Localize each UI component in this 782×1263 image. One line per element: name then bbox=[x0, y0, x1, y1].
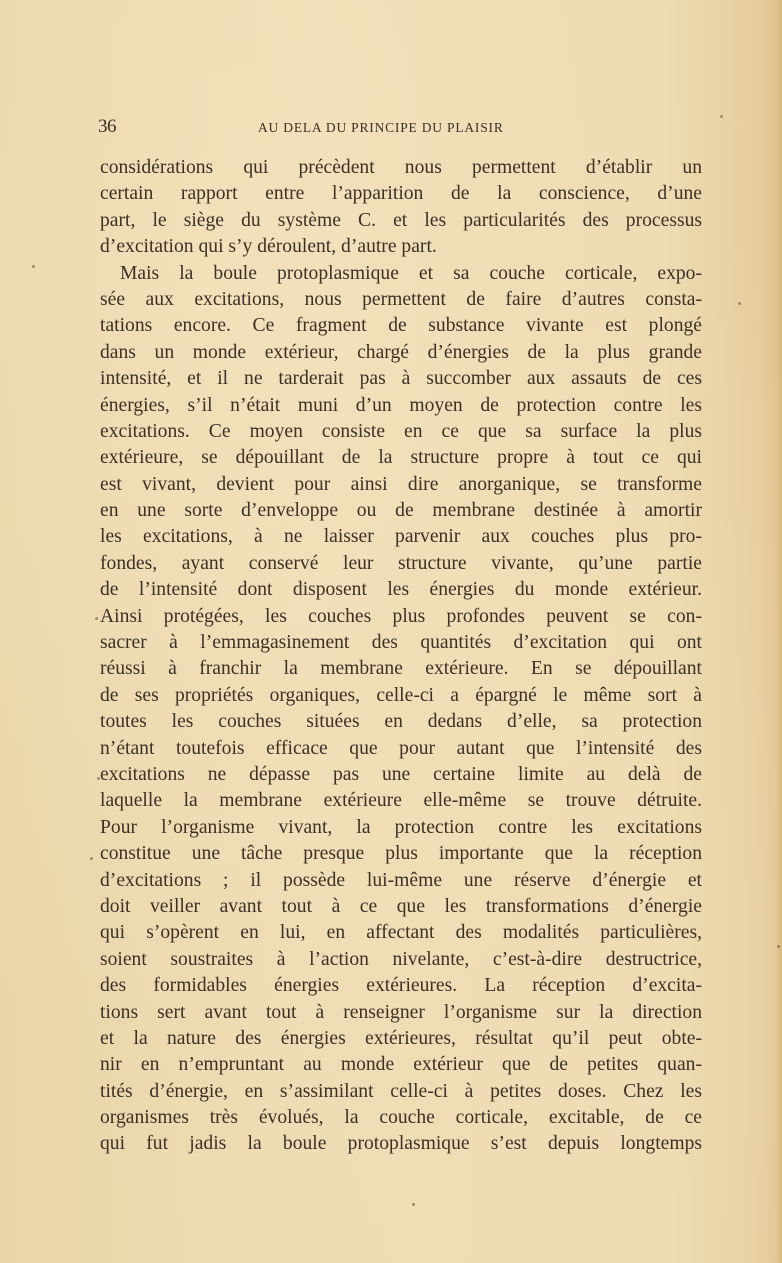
text-line: réussi à franchir la membrane extérieure. En se dépouillant bbox=[100, 658, 702, 680]
running-head bbox=[98, 116, 702, 138]
text-line: organismes très évolués, la couche corticale, excitable, de ce bbox=[100, 1107, 702, 1129]
text-line: toutes les couches situées en dedans d’elle, sa protection bbox=[100, 711, 702, 733]
text-line: excitations. Ce moyen consiste en ce que sa surface la plus bbox=[100, 420, 702, 442]
text-line: Mais la boule protoplasmique et sa couche corticale, expo- bbox=[120, 262, 702, 284]
text-line: en une sorte d’enveloppe ou de membrane destinée à amortir bbox=[100, 500, 702, 522]
text-line: tations encore. Ce fragment de substance vivante est plongé bbox=[100, 315, 702, 337]
paper-speck bbox=[412, 1203, 415, 1206]
paper-speck bbox=[90, 857, 93, 860]
body-text bbox=[100, 155, 702, 1158]
text-line: laquelle la membrane extérieure elle-même se trouve détruite. bbox=[100, 790, 702, 812]
text-line: soient soustraites à l’action nivelante, c’est-à-dire destructrice, bbox=[100, 948, 702, 970]
text-line: d’excitations ; il possède lui-même une réserve d’énergie et bbox=[100, 869, 702, 891]
text-line: tions sert avant tout à renseigner l’organisme sur la direction bbox=[100, 1001, 702, 1023]
text-line: Ainsi protégées, les couches plus profondes peuvent se con- bbox=[100, 605, 702, 627]
text-line: constitue une tâche presque plus importante que la réception bbox=[100, 843, 702, 865]
paragraph bbox=[100, 155, 702, 261]
text-line: dans un monde extérieur, chargé d’énergies de la plus grande bbox=[100, 341, 702, 363]
text-line: qui fut jadis la boule protoplasmique s’est depuis longtemps bbox=[100, 1133, 702, 1155]
page-edge-shadow bbox=[776, 0, 782, 1263]
text-line: intensité, et il ne tarderait pas à succomber aux assauts de ces bbox=[100, 368, 702, 390]
text-line: les excitations, à ne laisser parvenir aux couches plus pro- bbox=[100, 526, 702, 548]
paper-speck bbox=[32, 265, 35, 268]
paragraph bbox=[100, 261, 702, 1158]
running-title: AU DELA DU PRINCIPE DU PLAISIR bbox=[258, 120, 504, 135]
text-line: doit veiller avant tout à ce que les transformations d’énergie bbox=[100, 895, 702, 917]
text-line: n’étant toutefois efficace que pour autant que l’intensité des bbox=[100, 737, 702, 759]
paper-speck bbox=[720, 115, 723, 118]
text-line: fondes, ayant conservé leur structure vivante, qu’une partie bbox=[100, 552, 702, 574]
paper-speck bbox=[777, 945, 780, 948]
text-line: certain rapport entre l’apparition de la conscience, d’une bbox=[100, 183, 702, 205]
text-line: est vivant, devient pour ainsi dire anorganique, se transforme bbox=[100, 473, 702, 495]
text-line: qui s’opèrent en lui, en affectant des modalités particulières, bbox=[100, 922, 702, 944]
text-line: sée aux excitations, nous permettent de faire d’autres consta- bbox=[100, 288, 702, 310]
text-line: de l’intensité dont disposent les énergies du monde extérieur. bbox=[100, 579, 702, 601]
text-line: d’excitation qui s’y déroulent, d’autre part. bbox=[100, 236, 437, 258]
text-line: et la nature des énergies extérieures, résultat qu’il peut obte- bbox=[100, 1027, 702, 1049]
text-line: considérations qui précèdent nous permettent d’établir un bbox=[100, 157, 702, 178]
text-line: sacrer à l’emmagasinement des quantités d’excitation qui ont bbox=[100, 632, 702, 654]
text-line: part, le siège du système C. et les particularités des processus bbox=[100, 209, 702, 231]
text-line: nir en n’empruntant au monde extérieur que de petites quan- bbox=[100, 1054, 702, 1076]
paper-speck bbox=[738, 302, 741, 305]
text-line: énergies, s’il n’était muni d’un moyen de protection contre les bbox=[100, 394, 702, 416]
page-number: 36 bbox=[98, 116, 116, 137]
text-line: extérieure, se dépouillant de la structure propre à tout ce qui bbox=[100, 447, 702, 469]
text-line: tités d’énergie, en s’assimilant celle-ci à petites doses. Chez les bbox=[100, 1080, 702, 1102]
text-line: des formidables énergies extérieures. La réception d’excita- bbox=[100, 975, 702, 997]
text-line: Pour l’organisme vivant, la protection contre les excitations bbox=[100, 816, 702, 838]
text-line: de ses propriétés organiques, celle-ci a épargné le même sort à bbox=[100, 684, 702, 706]
paper-speck bbox=[95, 617, 98, 620]
text-line: excitations ne dépasse pas une certaine limite au delà de bbox=[100, 763, 702, 785]
